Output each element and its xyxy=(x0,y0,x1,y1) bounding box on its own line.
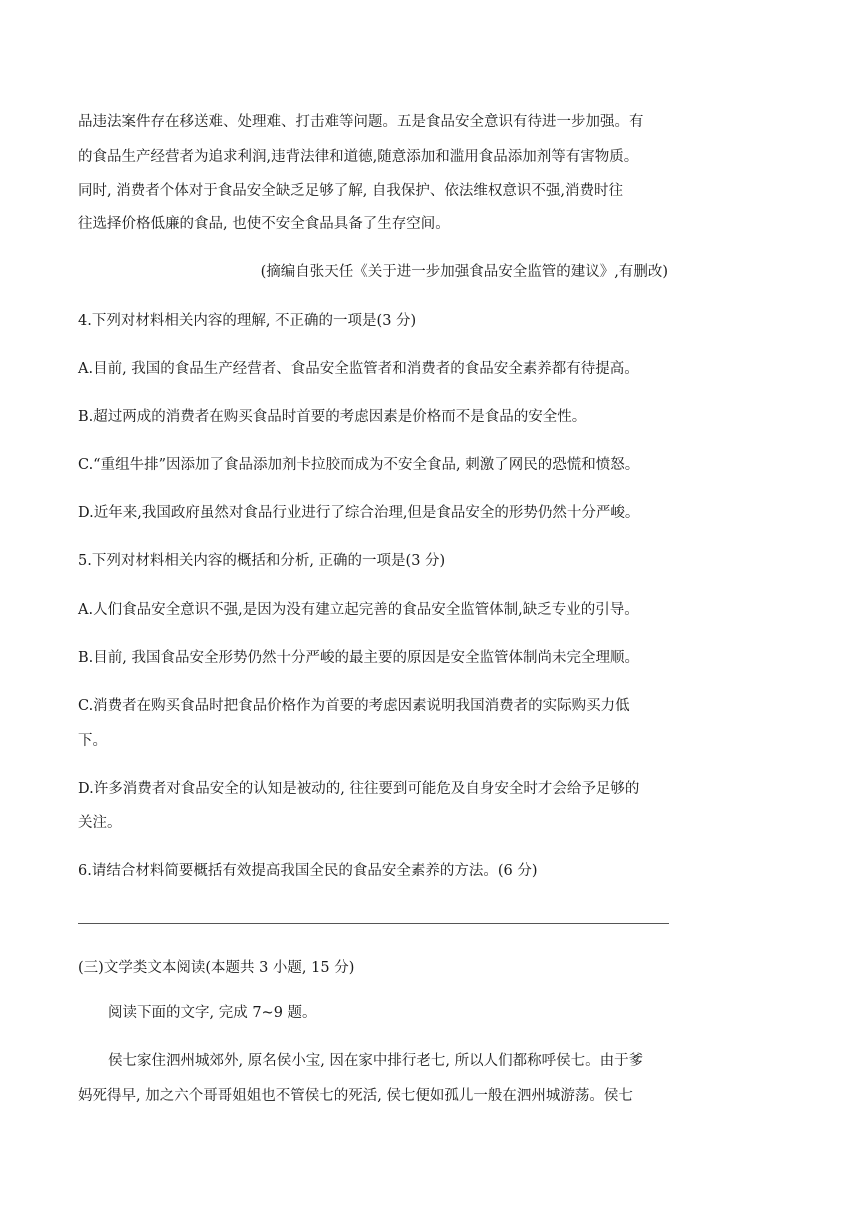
passage-line: 的食品生产经营者为追求利润,违背法律和道德,随意添加和滥用食品添加剂等有害物质。 xyxy=(78,149,639,165)
answer-divider xyxy=(78,923,669,924)
question-4-option-d: D.近年来,我国政府虽然对食品行业进行了综合治理,但是食品安全的形势仍然十分严峻。 xyxy=(78,505,640,521)
story-line: 妈死得早, 加之六个哥哥姐姐也不管侯七的死活, 侯七便如孤儿一般在泗州城游荡。侯七 xyxy=(78,1088,633,1104)
section-3-instruction: 阅读下面的文字, 完成 7~9 题。 xyxy=(108,1005,317,1021)
question-4-option-a: A.目前, 我国的食品生产经营者、食品安全监管者和消费者的食品安全素养都有待提高。 xyxy=(78,361,639,377)
question-5-option-b: B.目前, 我国食品安全形势仍然十分严峻的最主要的原因是安全监管体制尚未完全理顺。 xyxy=(78,650,639,666)
question-4-option-b: B.超过两成的消费者在购买食品时首要的考虑因素是价格而不是食品的安全性。 xyxy=(78,409,587,425)
passage-line: 往选择价格低廉的食品, 也使不安全食品具备了生存空间。 xyxy=(78,216,450,232)
question-4-option-c: C.“重组牛排”因添加了食品添加剂卡拉胶而成为不安全食品, 刺激了网民的恐慌和愤怒。 xyxy=(78,457,640,473)
source-note: (摘编自张天任《关于进一步加强食品安全监管的建议》,有删改) xyxy=(260,264,668,280)
question-5-option-a: A.人们食品安全意识不强,是因为没有建立起完善的食品安全监管体制,缺乏专业的引导。 xyxy=(78,602,639,618)
question-5-option-d: D.许多消费者对食品安全的认知是被动的, 往往要到可能危及自身安全时才会给予足够的 xyxy=(78,781,640,797)
question-5-option-c: C.消费者在购买食品时把食品价格作为首要的考虑因素说明我国消费者的实际购买力低 xyxy=(78,698,630,714)
section-3-heading: (三)文学类文本阅读(本题共 3 小题, 15 分) xyxy=(78,960,355,976)
story-line: 侯七家住泗州城郊外, 原名侯小宝, 因在家中排行老七, 所以人们都称呼侯七。由于爹 xyxy=(108,1053,644,1069)
question-4-stem: 4.下列对材料相关内容的理解, 不正确的一项是(3 分) xyxy=(78,313,417,329)
passage-line: 同时, 消费者个体对于食品安全缺乏足够了解, 自我保护、依法维权意识不强,消费时往 xyxy=(78,183,624,199)
question-5-stem: 5.下列对材料相关内容的概括和分析, 正确的一项是(3 分) xyxy=(78,553,446,569)
passage-line: 品违法案件存在移送难、处理难、打击难等问题。五是食品安全意识有待进一步加强。有 xyxy=(78,114,644,130)
question-5-option-d-cont: 关注。 xyxy=(78,815,122,831)
question-5-option-c-cont: 下。 xyxy=(78,733,107,749)
question-6-stem: 6.请结合材料简要概括有效提高我国全民的食品安全素养的方法。(6 分) xyxy=(78,863,538,879)
